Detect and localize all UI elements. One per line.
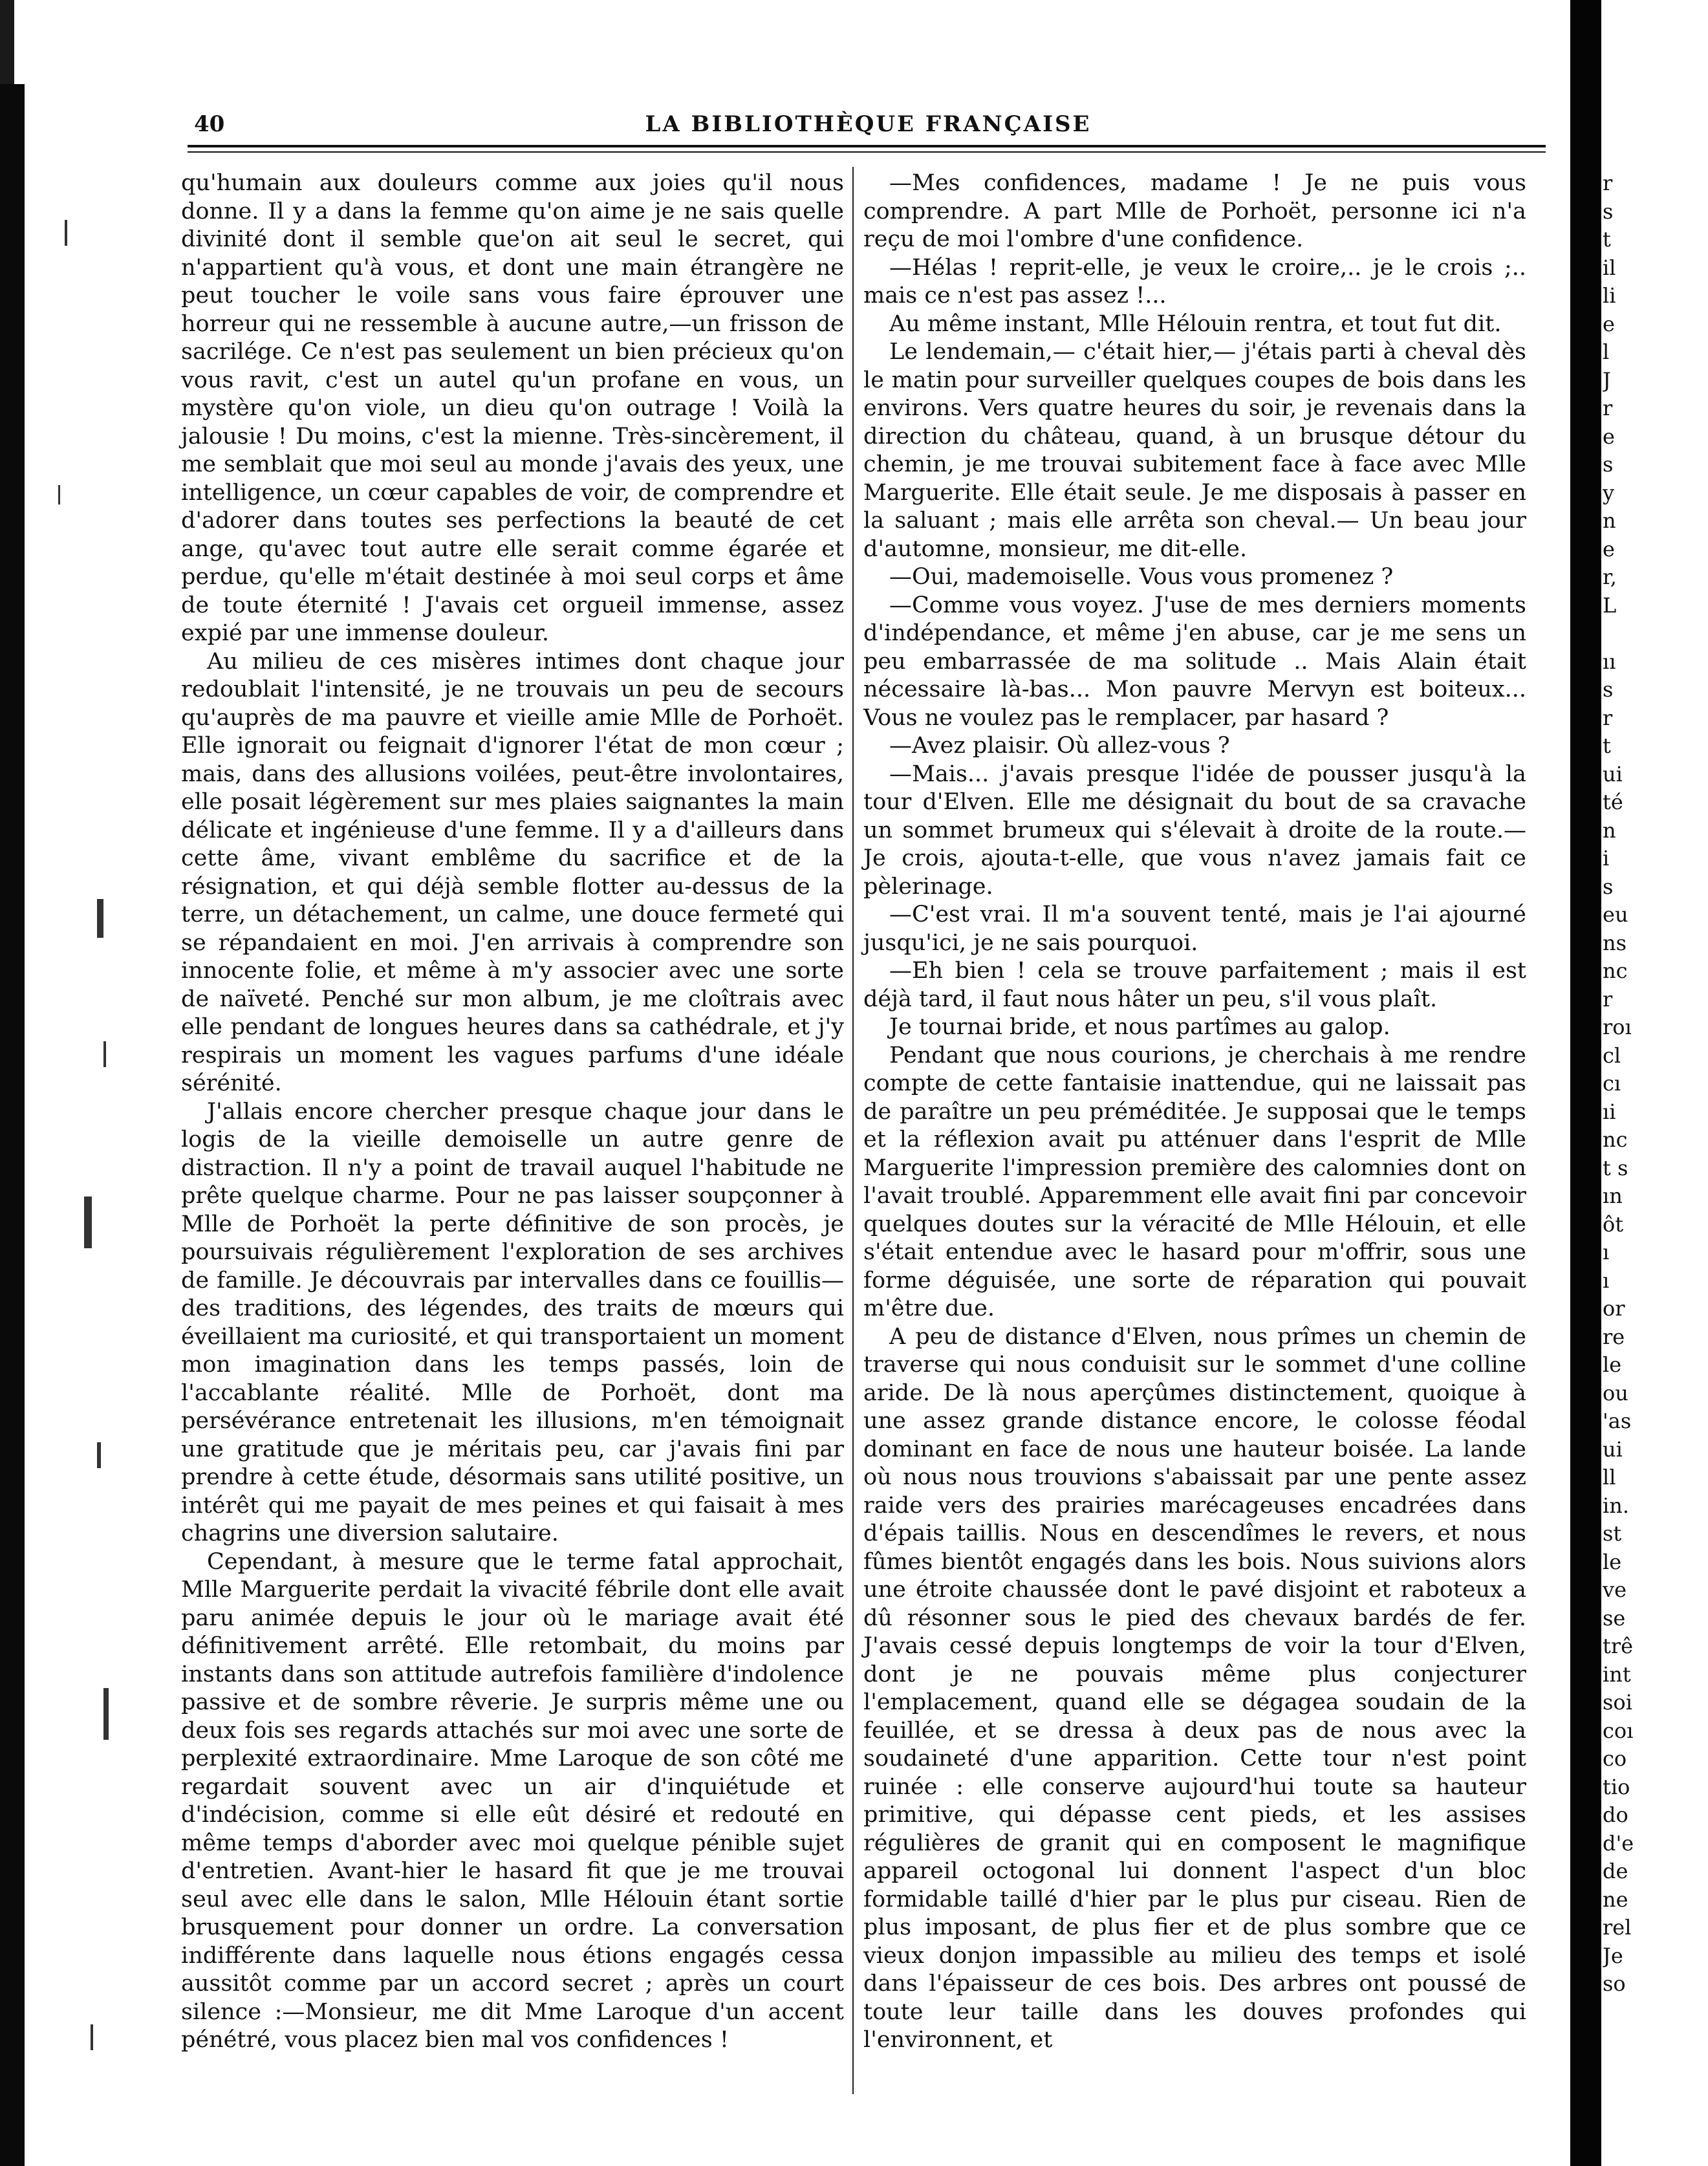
scan-left-edge — [0, 84, 25, 2166]
edge-fragment: d'e — [1603, 1830, 1634, 1856]
paragraph: Je tournai bride, et nous partîmes au galop. — [889, 1014, 1390, 1040]
edge-fragment: ll — [1603, 1465, 1616, 1489]
edge-fragment: ui — [1603, 761, 1623, 786]
edge-fragment: roı — [1603, 1015, 1632, 1039]
edge-fragment — [1603, 620, 1708, 648]
edge-fragment: ve — [1603, 1577, 1627, 1602]
edge-fragment: t — [1603, 733, 1611, 758]
edge-fragment: r — [1603, 396, 1613, 420]
edge-fragment: n — [1603, 508, 1616, 533]
edge-fragment: il — [1603, 255, 1616, 280]
left-column — [181, 169, 844, 2110]
edge-fragment: se — [1603, 1605, 1626, 1630]
edge-fragment: J — [1603, 367, 1611, 393]
edge-fragment: ı — [1603, 1268, 1610, 1293]
paragraph: —Comme vous voyez. J'use de mes derniers moments d'indépendance, et même j'en abuse, car je me sens un peu embarrassée de ma solitude .. Mais Alain était nécessaire là-bas... Mon pauvre Mervyn est boiteux... Vous ne voulez pas le remplacer, par hasard ? — [863, 592, 1526, 731]
edge-fragment: le — [1603, 1549, 1622, 1574]
edge-fragment: ı — [1603, 1240, 1610, 1264]
edge-fragment: nc — [1603, 1127, 1628, 1152]
edge-fragment: y — [1603, 480, 1615, 505]
facing-page-fragments — [1603, 169, 1708, 2110]
paragraph: —Eh bien ! cela se trouve parfaitement ; mais il est déjà tard, il faut nous hâter un peu, s'il vous plaît. — [863, 958, 1526, 1012]
edge-fragment: t — [1603, 227, 1611, 252]
edge-fragment: s — [1603, 874, 1614, 899]
edge-fragment: ıi — [1603, 1099, 1616, 1124]
edge-fragment: le — [1603, 1352, 1622, 1377]
scan-right-bar — [1570, 0, 1601, 2166]
edge-fragment: l — [1603, 340, 1610, 364]
edge-fragment: de — [1603, 1859, 1628, 1883]
page-number: 40 — [194, 111, 225, 137]
edge-fragment: s — [1603, 452, 1614, 477]
edge-fragment: trê — [1603, 1634, 1634, 1658]
paragraph: —Avez plaisir. Où allez-vous ? — [889, 733, 1230, 759]
edge-fragment: rel — [1603, 1915, 1632, 1940]
edge-fragment: ne — [1603, 1887, 1628, 1912]
edge-fragment: nc — [1603, 958, 1628, 983]
edge-fragment: co — [1603, 1746, 1627, 1771]
edge-fragment: e — [1603, 311, 1615, 336]
edge-fragment: cı — [1603, 1071, 1621, 1096]
paragraph: —C'est vrai. Il m'a souvent tenté, mais je l'ai ajourné jusqu'ici, je ne sais pourquoi. — [863, 902, 1526, 956]
edge-fragment: re — [1603, 1324, 1625, 1349]
edge-fragment: ıı — [1603, 649, 1616, 674]
edge-fragment: té — [1603, 790, 1623, 814]
edge-fragment: do — [1603, 1803, 1628, 1827]
column-divider — [852, 167, 854, 2094]
edge-fragment: L — [1603, 592, 1617, 618]
edge-fragment: tio — [1603, 1774, 1630, 1799]
edge-fragment: s — [1603, 677, 1614, 702]
paragraph: —Mais... j'avais presque l'idée de pousser jusqu'à la tour d'Elven. Elle me désignait du bout de sa cravache un sommet brumeux qui s'élevait à droite de la route.— Je crois, ajouta-t-elle, que vous n'avez jamais fait ce pèlerinage. — [863, 761, 1526, 900]
edge-fragment: in. — [1603, 1493, 1630, 1518]
edge-fragment: 'as — [1603, 1409, 1632, 1433]
scan-specks — [39, 213, 155, 2089]
edge-fragment: i — [1603, 846, 1610, 871]
edge-fragment: coı — [1603, 1718, 1634, 1743]
edge-fragment: ns — [1603, 930, 1627, 955]
edge-fragment: e — [1603, 536, 1615, 561]
edge-fragment: ın — [1603, 1184, 1623, 1208]
paragraph: A peu de distance d'Elven, nous prîmes un chemin de traverse qui nous conduisit sur le sommet d'une colline aride. De là nous aperçûmes distinctement, quoique à une assez grande distance encore, le colosse féodal dominant en face de nous une hauteur boisée. La lande où nous nous trouvions s'abaissait par une pente assez raide vers des prairies marécageuses encadrées dans d'épais taillis. Nous en descendîmes le revers, et nous fûmes bientôt engagés dans les bois. Nous suivions alors une étroite chaussée dont le pavé disjoint et raboteux a dû résonner sous le pied des chevaux bardés de fer. J'avais cessé depuis longtemps de voir la tour d'Elven, dont je ne pouvais même plus conjecturer l'emplacement, quand elle se dégagea soudain de la feuillée, et se dressa à deux pas de nous avec la soudaineté d'une apparition. Cette tour n'est point ruinée : elle conserve aujourd'hui toute sa hauteur primitive, qui dépasse cent pieds, et les assises régulières de granit qui en composent le magnifique appareil octogonal lui donnent l'aspect d'un bloc formidable taillé d'hier par le plus pur ciseau. Rien de plus imposant, de plus fier et de plus sombre que ce vieux donjon impassible au milieu des temps et isolé dans l'épaisseur de ces bois. Des arbres ont poussé de toute leur taille dans les douves profondes qui l'environnent, et — [863, 1323, 1526, 2053]
edge-fragment: r, — [1603, 565, 1617, 589]
header-rule — [188, 145, 1546, 147]
edge-fragment: li — [1603, 283, 1616, 308]
paragraph: Au milieu de ces misères intimes dont chaque jour redoublait l'intensité, je ne trouvais un peu de secours qu'auprès de ma pauvre et vieille amie Mlle de Porhoët. Elle ignorait ou feignait d'ignorer l'état de mon cœur ; mais, dans des allusions voilées, peut-être involontaires, elle posait légèrement sur mes plaies saignantes la main délicate et ingénieuse d'une femme. Il y a d'ailleurs dans cette âme, vivant emblême du sacrifice et de la résignation, et qui déjà semble flotter au-dessus de la terre, un détachement, un calme, une douce fermeté qui se répandaient en moi. J'en arrivais à comprendre son innocente folie, et même à m'y associer avec une sorte de naïveté. Penché sur mon album, je me cloîtrais avec elle pendant de longues heures dans sa cathédrale, et j'y respirais un moment les vagues parfums d'une idéale sérénité. — [181, 648, 844, 1096]
edge-fragment: soi — [1603, 1690, 1632, 1715]
edge-fragment: or — [1603, 1296, 1625, 1321]
edge-fragment: r — [1603, 986, 1613, 1012]
edge-fragment: n — [1603, 818, 1616, 843]
edge-fragment: eu — [1603, 902, 1628, 927]
header-rule-thin — [188, 151, 1546, 153]
edge-fragment: int — [1603, 1662, 1631, 1687]
edge-fragment: ôt — [1603, 1211, 1624, 1237]
paragraph: qu'humain aux douleurs comme aux joies qu'il nous donne. Il y a dans la femme qu'on aime je ne sais quelle divinité dont il semble que'on ait seul le secret, qui n'appartient qu'à vous, et dont une main étrangère ne peut toucher le voile sans vous faire éprouver une horreur qui ne ressemble à aucune autre,—un frisson de sacrilége. Ce n'est pas seulement un bien précieux qu'on vous ravit, c'est un autel qu'un profane en vous, un mystère qu'on viole, un dieu qu'on outrage ! Voilà la jalousie ! Du moins, c'est la mienne. Très-sincèrement, il me semblait que moi seul au monde j'avais des yeux, une intelligence, un cœur capables de voir, de comprendre et d'adorer dans toutes ses perfections la beauté de cet ange, qu'avec tout autre elle serait comme égarée et perdue, qu'elle m'était destinée à moi seul corps et âme de toute éternité ! J'avais cet orgueil immense, assez expié par une immense douleur. — [181, 170, 844, 646]
edge-fragment: e — [1603, 424, 1615, 449]
edge-fragment: r — [1603, 171, 1613, 195]
edge-fragment: st — [1603, 1521, 1622, 1546]
paragraph: Au même instant, Mlle Hélouin rentra, et tout fut dit. — [889, 310, 1502, 337]
paragraph: Cependant, à mesure que le terme fatal approchait, Mlle Marguerite perdait la vivacité fébrile dont elle avait paru animée depuis le jour où le mariage avait été définitivement arrêté. Elle retombait, du moins par instants dans son attitude autrefois familière d'indolence passive et de sombre rêverie. Je surpris même une ou deux fois ses regards attachés sur moi avec une sorte de perplexité extraordinaire. Mme Laroque de son côté me regardait souvent avec un air d'inquiétude et d'indécision, comme si elle eût désiré et redouté en même temps d'aborder avec moi quelque pénible sujet d'entretien. Avant-hier le hasard fit que je me trouvai seul avec elle dans le salon, Mlle Hélouin étant sortie brusquement pour donner un ordre. La conversation indifférente dans laquelle nous étions engagés cessa aussitôt comme par un accord secret ; après un court silence :—Monsieur, me dit Mme Laroque d'un accent pénétré, vous placez bien mal vos confidences ! — [181, 1548, 844, 2053]
paragraph: —Oui, mademoiselle. Vous vous promenez ? — [889, 564, 1394, 590]
edge-fragment: s — [1603, 199, 1614, 224]
right-column — [863, 169, 1526, 2110]
paragraph: —Hélas ! reprit-elle, je veux le croire,.. je le crois ;.. mais ce n'est pas assez !... — [863, 254, 1526, 309]
edge-fragment: ui — [1603, 1436, 1623, 1462]
running-title: LA BIBLIOTHÈQUE FRANÇAISE — [645, 111, 1092, 137]
page-header — [194, 111, 1542, 144]
paragraph: J'allais encore chercher presque chaque jour dans le logis de la vieille demoiselle un autre genre de distraction. Il n'y a point de travail auquel l'habitude ne prête quelque charme. Pour ne pas laisser soupçonner à Mlle de Porhoët la perte définitive de son procès, je poursuivais régulièrement l'exploration de ses archives de famille. Je découvrais par intervalles dans ce fouillis—des traditions, des légendes, des traits de mœurs qui éveillaient ma curiosité, et qui transportaient un moment mon imagination dans les temps passés, loin de l'accablante réalité. Mlle de Porhoët, dont ma persévérance entretenait les illusions, m'en témoignait une gratitude que je méritais peu, car j'avais fini par prendre à cette étude, désormais sans utilité positive, un intérêt qui me payait de mes peines et qui faisait à mes chagrins une diversion salutaire. — [181, 1098, 844, 1546]
edge-fragment: Je — [1603, 1943, 1623, 1968]
edge-fragment: cl — [1603, 1043, 1621, 1068]
paragraph: Le lendemain,— c'était hier,— j'étais parti à cheval dès le matin pour surveiller quelques coupes de bois dans les environs. Vers quatre heures du soir, je revenais dans la direction du château, quand, à un brusque détour du chemin, je me trouvai subitement face à face avec Mlle Marguerite. Elle était seule. Je me disposais à passer en la saluant ; mais elle arrêta son cheval.— Un beau jour d'automne, monsieur, me dit-elle. — [863, 339, 1526, 562]
edge-fragment: r — [1603, 705, 1613, 730]
paragraph: Pendant que nous courions, je cherchais à me rendre compte de cette fantaisie inattendue, qui ne laissait pas de paraître un peu préméditée. Je supposai que le temps et la réflexion avait pu atténuer dans l'esprit de Mlle Marguerite l'impression première des calomnies dont on l'avait troublé. Apparemment elle avait fini par concevoir quelques doutes sur la véracité de Mlle Hélouin, et elle s'était entendue avec le hasard pour m'offrir, sous une forme déguisée, une sorte de réparation qui pouvait m'être due. — [863, 1042, 1526, 1321]
scan-edge-top — [0, 0, 14, 84]
edge-fragment: t s — [1603, 1155, 1628, 1180]
edge-fragment: so — [1603, 1971, 1626, 1996]
edge-fragment: ou — [1603, 1380, 1628, 1405]
paragraph: —Mes confidences, madame ! Je ne puis vous comprendre. A part Mlle de Porhoët, personne ici n'a reçu de moi l'ombre d'une confidence. — [863, 170, 1526, 252]
